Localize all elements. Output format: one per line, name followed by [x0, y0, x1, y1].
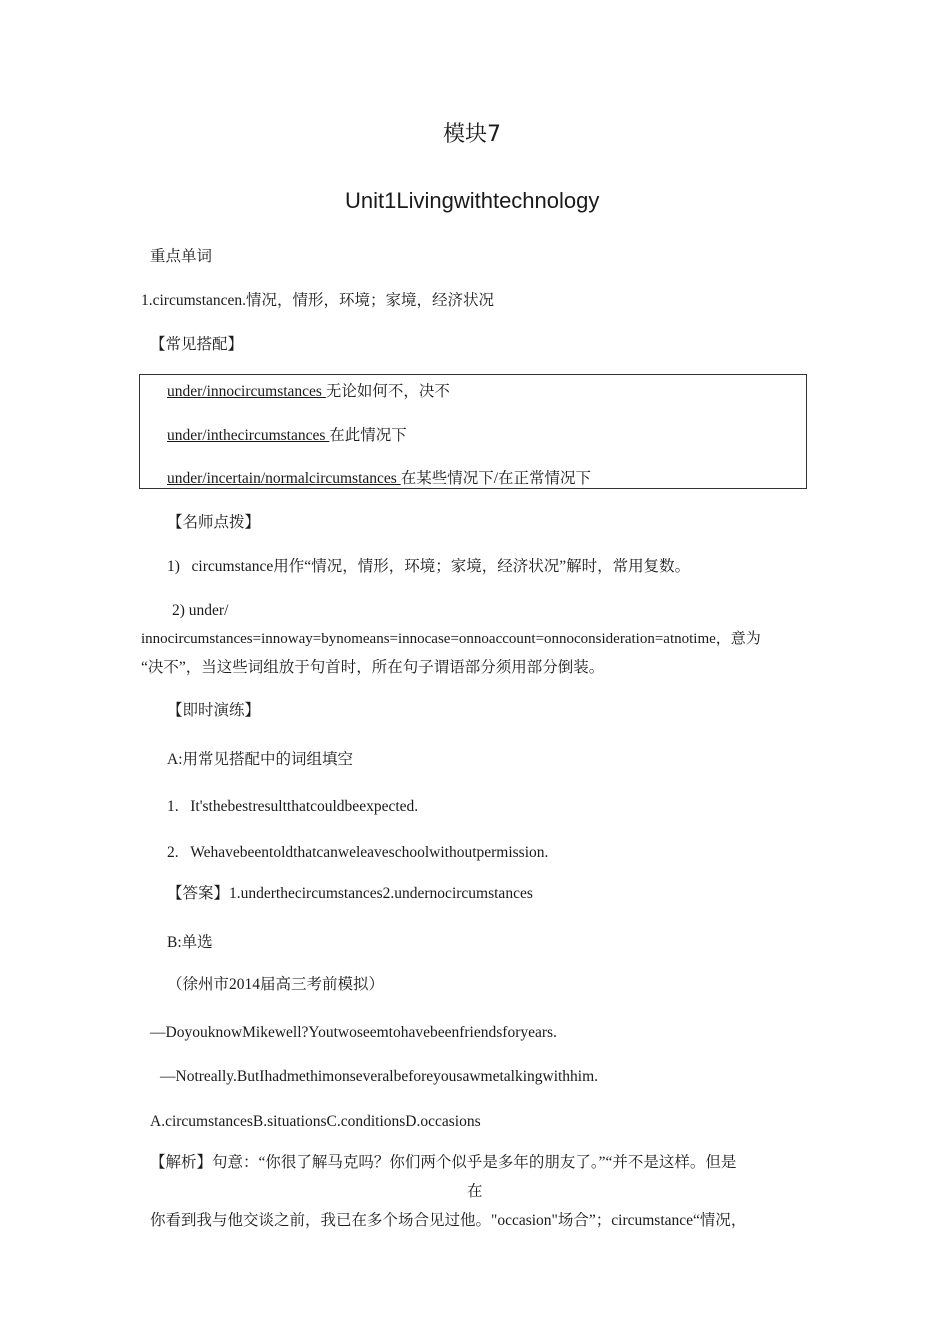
analysis-text: 【解析】句意：“你很了解马克吗？你们两个似乎是多年的朋友了。”“并不是这样。但是 [150, 1154, 737, 1171]
collocation-phrase: under/inthecircumstances [167, 427, 330, 444]
collocation-phrase: under/incertain/normalcircumstances [167, 470, 401, 487]
part-a-heading: A:用常见搭配中的词组填空 [167, 751, 354, 768]
question-source: （徐州市2014届高三考前模拟） [167, 976, 385, 993]
question-number: 1. [167, 798, 179, 815]
question-item [167, 797, 418, 817]
dialog-line: —Notreally.ButIhadmethimonseveralbeforeyousawmetalkingwithhim. [160, 1068, 599, 1085]
collocation-meaning: 在此情况下 [329, 427, 407, 444]
question-text: Wehavebeentoldthatcanweleaveschoolwithoutpermission. [190, 844, 549, 861]
tip-text: “决不”，当这些词组放于句首时，所在句子谓语部分须用部分倒装。 [141, 659, 605, 676]
tips-heading: 【名师点拨】 [167, 514, 261, 531]
collocation-heading: 【常见搭配】 [150, 336, 244, 353]
dialog-line: —DoyouknowMikewell?Youtwoseemtohavebeenfriendsforyears. [150, 1024, 557, 1041]
question-number: 2. [167, 844, 179, 861]
tip-item [167, 557, 690, 577]
analysis-text: 你看到我与他交谈之前，我已在多个场合见过他。"occasion"场合”；circumstance“情况， [150, 1212, 747, 1229]
collocation-meaning: 无论如何不，决不 [325, 383, 450, 400]
answer-options: A.circumstancesB.situationsC.conditionsD.occasions [150, 1113, 481, 1130]
unit-title: Unit1Livingwithtechnology [345, 188, 600, 213]
question-item [167, 843, 548, 863]
analysis-text: 在 [467, 1183, 483, 1200]
tip-text: circumstance用作“情况，情形，环境；家境，经济状况”解时，常用复数。 [191, 558, 691, 575]
tip-item: 2) under/ [172, 602, 229, 619]
part-b-heading: B:单选 [167, 934, 213, 951]
answer-text: 【答案】1.underthecircumstances2.undernocircumstances [167, 885, 533, 902]
collocation-item [167, 469, 591, 489]
question-text: It'sthebestresultthatcouldbeexpected. [190, 798, 419, 815]
section-vocab-heading: 重点单词 [150, 248, 213, 265]
tip-number: 1) [167, 558, 180, 575]
collocation-item [167, 382, 450, 402]
collocation-meaning: 在某些情况下/在正常情况下 [400, 470, 592, 487]
collocation-phrase: under/innocircumstances [167, 383, 326, 400]
tip-text: innocircumstances=innoway=bynomeans=innocase=onnoaccount=onnoconsideration=atnotime，意为 [141, 631, 761, 647]
practice-heading: 【即时演练】 [167, 702, 261, 719]
collocation-item [167, 426, 407, 446]
module-title: 模块7 [443, 122, 501, 147]
word-entry: 1.circumstancen.情况，情形，环境；家境，经济状况 [141, 292, 495, 309]
